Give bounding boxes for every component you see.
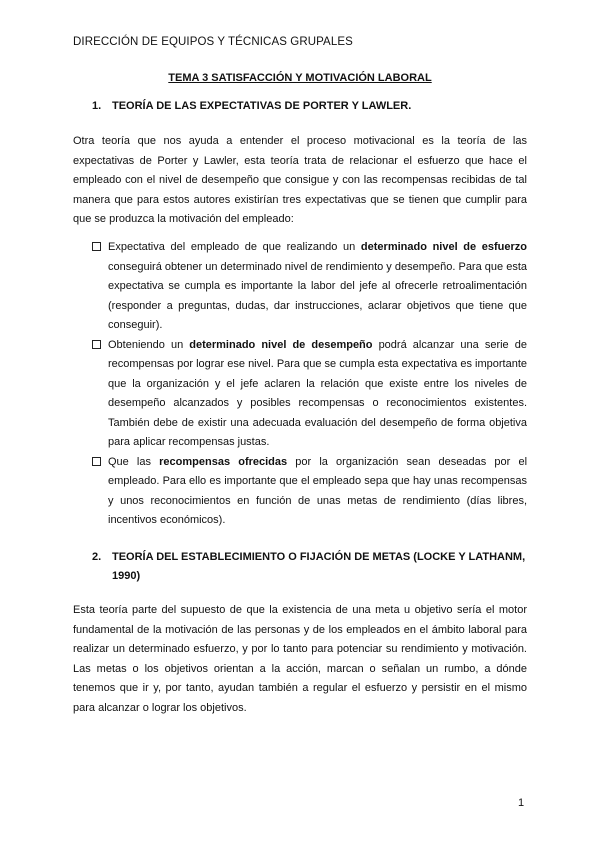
checkbox-icon bbox=[92, 340, 101, 349]
list-item-text: Que las recompensas ofrecidas por la organización sean deseadas por el empleado. Para ello es importante que el empleado sepa que hay unas recompensas y unos reconocimientos en función de unas metas de rendimiento (días libres, incentivos económicos). bbox=[108, 455, 528, 526]
expectations-list bbox=[92, 238, 527, 531]
document-title: TEMA 3 SATISFACCIÓN Y MOTIVACIÓN LABORAL bbox=[168, 72, 432, 84]
list-item bbox=[92, 238, 527, 336]
list-item-text: Obteniendo un determinado nivel de desempeño podrá alcanzar una serie de recompensas por lograr ese nivel. Para que se cumpla esta expectativa es importante que la organización y el jefe aclaren la relación que existe entre los niveles de desempeño alcanzados y posibles recompensas o reconocimientos existentes. También debe de existir una adecuada evaluación del desempeño de forma objetiva para aplicar recompensas justas. bbox=[108, 338, 527, 448]
section-2-paragraph: Esta teoría parte del supuesto de que la existencia de una meta u objetivo sería el motor fundamental de la motivación de las personas y de los empleados en el ámbito laboral para realizar un determinado esfuerzo, y por lo tanto para potenciar su rendimiento y motivación. Las metas o los objetivos orientan a la acción, marcan o señalan un rumbo, a dónde tenemos que ir y, por tanto, ayudan también a regular el esfuerzo y persistir en el mismo para alcanzar o lograr los objetivos. bbox=[73, 604, 527, 714]
list-item bbox=[92, 453, 527, 531]
page-header: DIRECCIÓN DE EQUIPOS Y TÉCNICAS GRUPALES bbox=[73, 36, 353, 48]
checkbox-icon bbox=[92, 242, 101, 251]
section-2-number: 2. bbox=[92, 551, 102, 563]
section-1-heading-text: TEORÍA DE LAS EXPECTATIVAS DE PORTER Y LAWLER. bbox=[112, 100, 412, 112]
section-1-number: 1. bbox=[92, 100, 102, 112]
section-2-heading-text: TEORÍA DEL ESTABLECIMIENTO O FIJACIÓN DE METAS (LOCKE Y LATHANM, 1990) bbox=[112, 551, 526, 582]
section-1-heading bbox=[92, 97, 532, 116]
list-item bbox=[92, 336, 527, 453]
page-number: 1 bbox=[518, 797, 525, 809]
section-1-paragraph: Otra teoría que nos ayuda a entender el proceso motivacional es la teoría de las expectativas de Porter y Lawler, esta teoría trata de relacionar el esfuerzo que hace el empleado con el nivel de desempeño que consigue y con las recompensas recibidas de tal manera que para estos autores existirían tres expectativas que se tienen que cumplir para que se produzca la motivación del empleado: bbox=[73, 135, 527, 225]
list-item-text: Expectativa del empleado de que realizando un determinado nivel de esfuerzo conseguirá obtener un determinado nivel de rendimiento y desempeño. Para que esta expectativa se cumpla es importante la labor del jefe al ofrecerle retroalimentación (responder a preguntas, dudas, dar instrucciones, aclarar objetivos que tiene que conseguir). bbox=[108, 241, 527, 331]
section-2-heading bbox=[92, 548, 532, 586]
checkbox-icon bbox=[92, 457, 101, 466]
